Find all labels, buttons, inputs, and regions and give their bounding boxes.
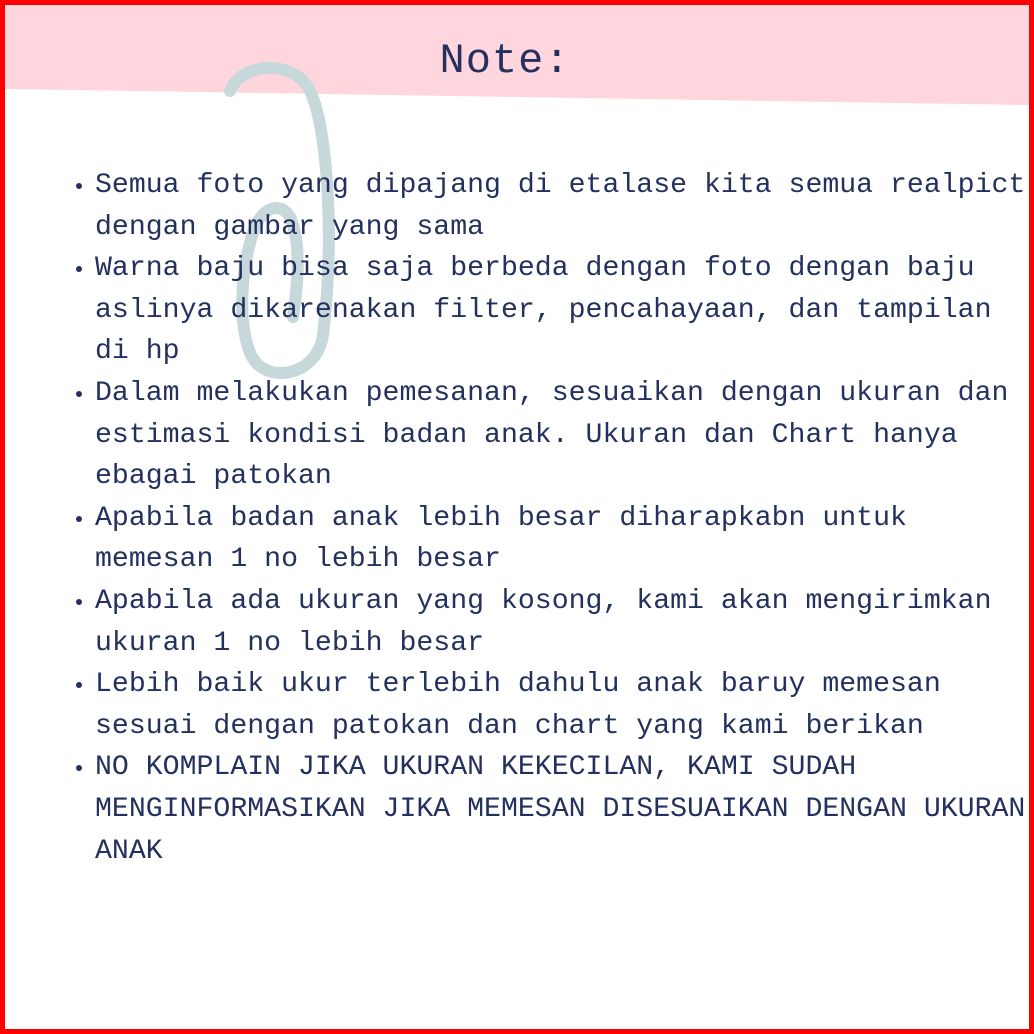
list-item: • Apabila ada ukuran yang kosong, kami akan mengirimkan ukuran 1 no lebih besar	[95, 581, 1034, 664]
list-item: • Semua foto yang dipajang di etalase kita semua realpict dengan gambar yang sama	[95, 165, 1034, 248]
list-item: • Lebih baik ukur terlebih dahulu anak baruy memesan sesuai dengan patokan dan chart yang kami berikan	[95, 664, 1034, 747]
list-item: • Warna baju bisa saja berbeda dengan foto dengan baju aslinya dikarenakan filter, pencahayaan, dan tampilan di hp	[95, 248, 1034, 373]
page-title: Note:	[439, 37, 571, 85]
notes-list	[69, 165, 1034, 872]
list-item: • Apabila badan anak lebih besar diharapkabn untuk memesan 1 no lebih besar	[95, 498, 1034, 581]
list-item: • NO KOMPLAIN JIKA UKURAN KEKECILAN, KAMI SUDAH MENGINFORMASIKAN JIKA MEMESAN DISESUAIKAN DENGAN UKURAN ANAK	[95, 747, 1034, 872]
list-item: • Dalam melakukan pemesanan, sesuaikan dengan ukuran dan estimasi kondisi badan anak. Ukuran dan Chart hanya ebagai patokan	[95, 373, 1034, 498]
